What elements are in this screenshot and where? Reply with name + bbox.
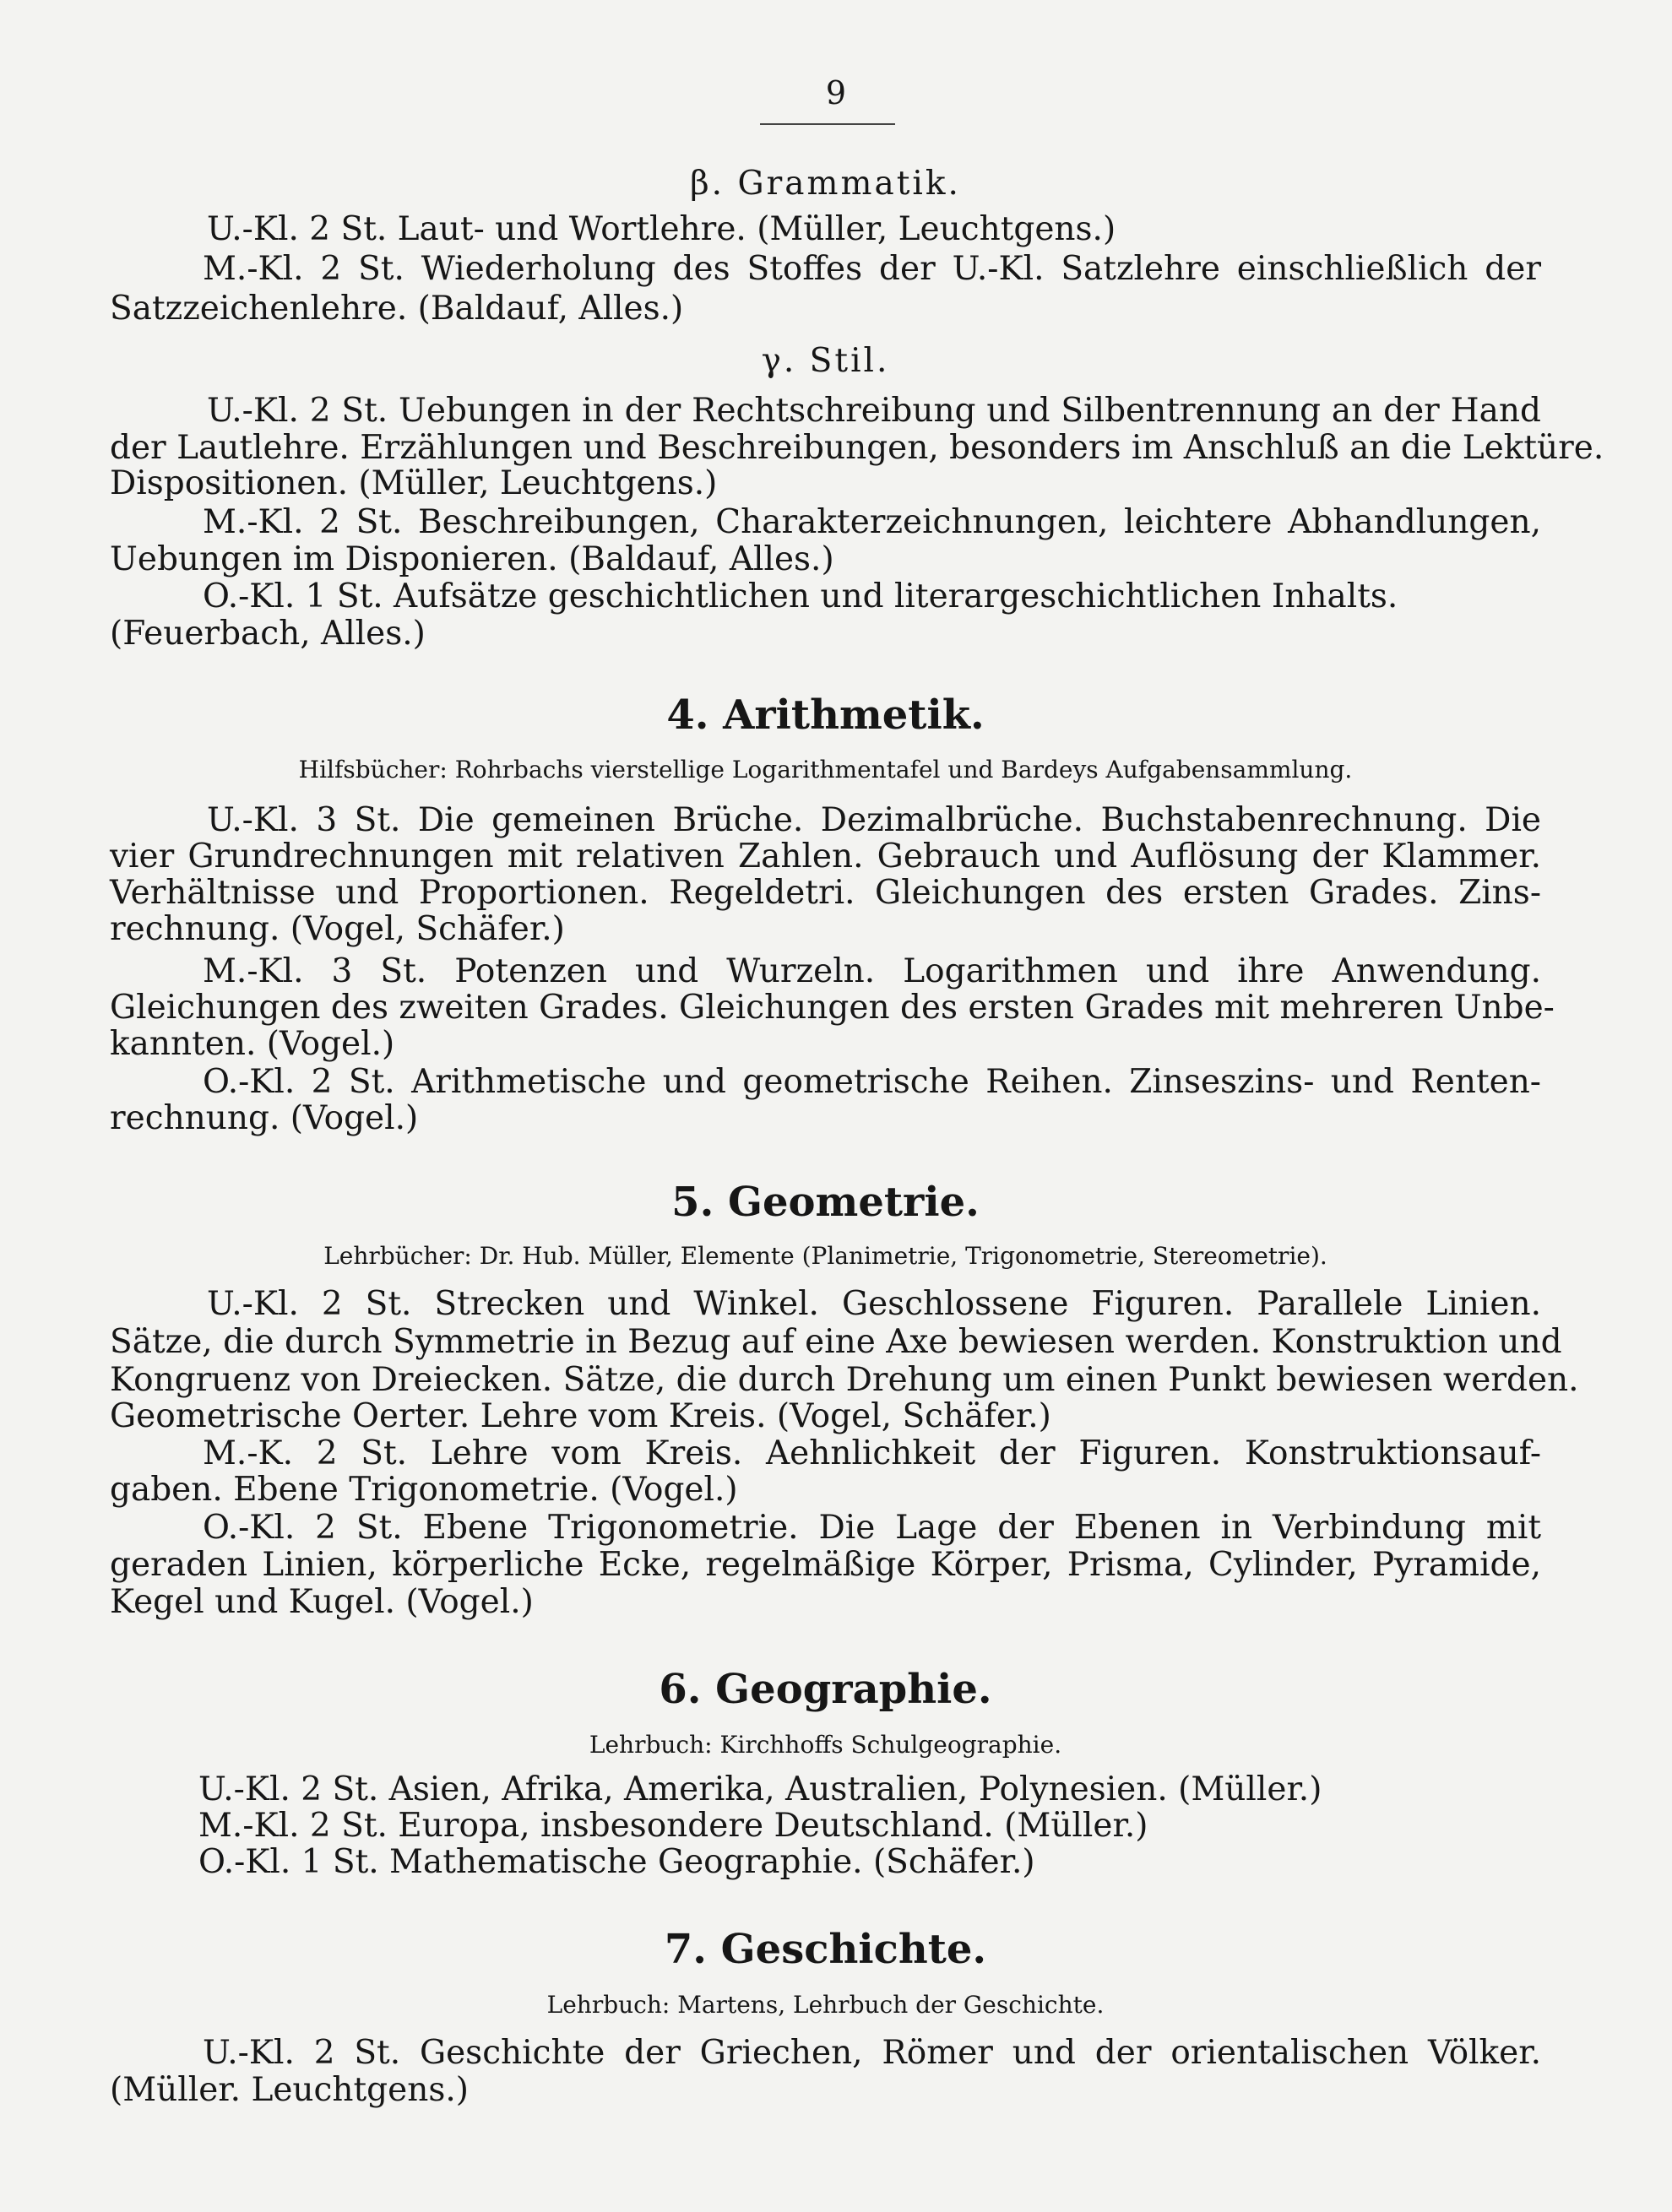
text-line: U.-Kl. 2 St. Strecken und Winkel. Geschlossene Figuren. Parallele Linien. [207,1285,1541,1323]
text-line: (Feuerbach, Alles.) [110,615,426,653]
subsection-heading: β. Grammatik. [690,165,961,203]
text-line: M.-Kl. 2 St. Europa, insbesondere Deutschland. (Müller.) [198,1807,1148,1845]
text-line: kannten. (Vogel.) [110,1025,395,1063]
text-line: geraden Linien, körperliche Ecke, regelmäßige Körper, Prisma, Cylinder, Pyramide, [110,1546,1541,1584]
text-line: M.-Kl. 3 St. Potenzen und Wurzeln. Logarithmen und ihre Anwendung. [203,952,1541,990]
text-line: Kegel und Kugel. (Vogel.) [110,1583,534,1621]
text-line: Kongruenz von Dreiecken. Sätze, die durch Drehung um einen Punkt bewiesen werden. [110,1361,1579,1399]
textbook-note: Lehrbuch: Martens, Lehrbuch der Geschichte. [546,1991,1105,2019]
text-line: Dispositionen. (Müller, Leuchtgens.) [110,464,718,502]
text-line: der Lautlehre. Erzählungen und Beschreibungen, besonders im Anschluß an die Lektüre. [110,429,1604,467]
page-number: 9 [825,74,847,111]
text-line: rechnung. (Vogel.) [110,1099,419,1137]
text-line: O.-Kl. 2 St. Ebene Trigonometrie. Die Lage der Ebenen in Verbindung mit [203,1509,1541,1547]
text-line: M.-Kl. 2 St. Beschreibungen, Charakterzeichnungen, leichtere Abhandlungen, [203,503,1541,541]
textbook-note: Hilfsbücher: Rohrbachs vierstellige Logarithmentafel und Bardeys Aufgabensammlung. [298,756,1353,783]
text-line: U.-Kl. 2 St. Uebungen in der Rechtschreibung und Silbentrennung an der Hand [207,392,1541,430]
textbook-note: Lehrbuch: Kirchhoffs Schulgeographie. [589,1731,1062,1759]
text-line: Geometrische Oerter. Lehre vom Kreis. (Vogel, Schäfer.) [110,1397,1051,1435]
text-line: O.-Kl. 2 St. Arithmetische und geometrische Reihen. Zinseszins- und Renten- [203,1063,1541,1101]
text-line: U.-Kl. 3 St. Die gemeinen Brüche. Dezimalbrüche. Buchstabenrechnung. Die [207,801,1541,839]
subsection-heading: γ. Stil. [761,342,890,380]
text-line: M.-Kl. 2 St. Wiederholung des Stoffes der U.-Kl. Satzlehre einschließlich der [203,250,1541,288]
text-line: M.-K. 2 St. Lehre vom Kreis. Aehnlichkeit der Figuren. Konstruktionsauf- [203,1434,1541,1472]
text-line: Sätze, die durch Symmetrie in Bezug auf eine Axe bewiesen werden. Konstruktion und [110,1323,1562,1361]
text-line: Verhältnisse und Proportionen. Regeldetri. Gleichungen des ersten Grades. Zins- [110,874,1541,912]
text-line: Gleichungen des zweiten Grades. Gleichungen des ersten Grades mit mehreren Unbe- [110,989,1555,1027]
text-line: O.-Kl. 1 St. Mathematische Geographie. (Schäfer.) [198,1843,1035,1881]
textbook-note: Lehrbücher: Dr. Hub. Müller, Elemente (Planimetrie, Trigonometrie, Stereometrie). [323,1242,1327,1270]
text-line: Satzzeichenlehre. (Baldauf, Alles.) [110,290,684,328]
text-line: vier Grundrechnungen mit relativen Zahlen. Gebrauch und Auflösung der Klammer. [110,838,1541,876]
text-line: O.-Kl. 1 St. Aufsätze geschichtlichen und literargeschichtlichen Inhalts. [203,577,1398,615]
section-heading: 7. Geschichte. [664,1926,987,1973]
section-heading: 4. Arithmetik. [666,691,985,739]
text-line: U.-Kl. 2 St. Laut- und Wortlehre. (Müller, Leuchtgens.) [207,210,1116,248]
text-line: rechnung. (Vogel, Schäfer.) [110,910,565,948]
section-heading: 6. Geographie. [659,1666,992,1713]
text-line: Uebungen im Disponieren. (Baldauf, Alles.) [110,540,834,578]
text-line: U.-Kl. 2 St. Asien, Afrika, Amerika, Australien, Polynesien. (Müller.) [198,1770,1322,1808]
text-line: (Müller. Leuchtgens.) [110,2071,469,2109]
text-line: U.-Kl. 2 St. Geschichte der Griechen, Römer und der orientalischen Völker. [203,2034,1541,2072]
page-number-rule [760,123,895,125]
section-heading: 5. Geometrie. [671,1179,980,1226]
text-line: gaben. Ebene Trigonometrie. (Vogel.) [110,1471,738,1509]
